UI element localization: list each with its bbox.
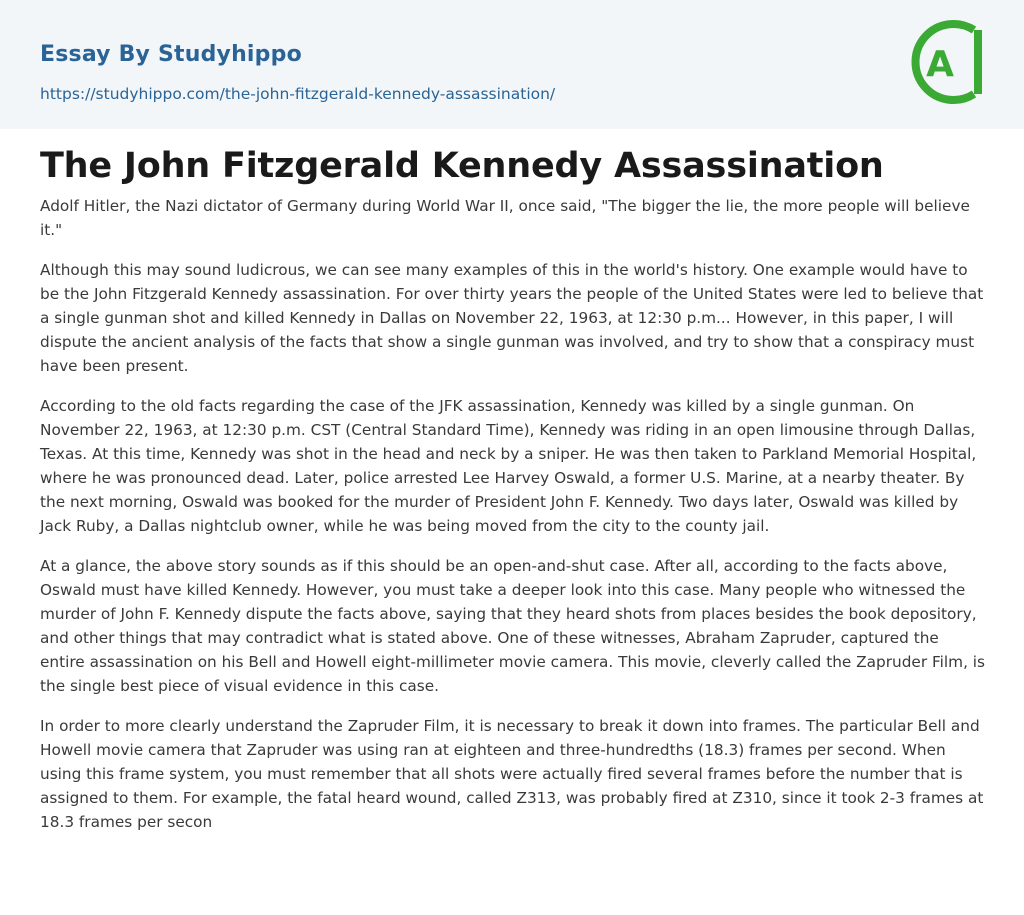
essay-paragraph: At a glance, the above story sounds as if this should be an open-and-shut case. After all, according to the facts above, Oswald must have killed Kennedy. However, you must take a deeper look into this case. Many people who witnessed the murder of John F. Kennedy dispute the facts above, saying that they heard shots from places besides the book depository, and other things that may contradict what is stated above. One of these witnesses, Abraham Zapruder, captured the entire assassination on his Bell and Howell eight-millimeter movie camera. This movie, cleverly called the Zapruder Film, is the single best piece of visual evidence in this case. <box>40 557 986 695</box>
essay-paragraph: Although this may sound ludicrous, we can see many examples of this in the world's history. One example would have to be the John Fitzgerald Kennedy assassination. For over thirty years the people of the United States were led to believe that a single gunman shot and killed Kennedy in Dallas on November 22, 1963, at 12:30 p.m... However, in this paper, I will dispute the ancient analysis of the facts that show a single gunman was involved, and try to show that a conspiracy must have been present. <box>40 261 984 375</box>
site-header <box>0 0 1024 129</box>
site-brand[interactable]: Essay By Studyhippo <box>40 42 302 67</box>
logo-letter: A <box>926 44 954 85</box>
studyhippo-logo-icon[interactable] <box>900 16 992 108</box>
essay-paragraph: In order to more clearly understand the Zapruder Film, it is necessary to break it down into frames. The particular Bell and Howell movie camera that Zapruder was using ran at eighteen and three-hundredths (18.3) frames per second. When using this frame system, you must remember that all shots were actually fired several frames before the number that is assigned to them. For example, the fatal heard wound, called Z313, was probably fired at Z310, since it took 2-3 frames at 18.3 frames per secon <box>40 717 984 831</box>
essay-paragraph: Adolf Hitler, the Nazi dictator of Germany during World War II, once said, "The bigger the lie, the more people will believe it." <box>40 197 970 239</box>
essay-url-link[interactable]: https://studyhippo.com/the-john-fitzgerald-kennedy-assassination/ <box>40 85 556 103</box>
essay-body <box>40 194 986 850</box>
essay-paragraph: According to the old facts regarding the case of the JFK assassination, Kennedy was killed by a single gunman. On November 22, 1963, at 12:30 p.m. CST (Central Standard Time), Kennedy was riding in an open limousine through Dallas, Texas. At this time, Kennedy was shot in the head and neck by a sniper. He was then taken to Parkland Memorial Hospital, where he was pronounced dead. Later, police arrested Lee Harvey Oswald, a former U.S. Marine, at a nearby theater. By the next morning, Oswald was booked for the murder of President John F. Kennedy. Two days later, Oswald was killed by Jack Ruby, a Dallas nightclub owner, while he was being moved from the city to the county jail. <box>40 397 977 535</box>
essay-title: The John Fitzgerald Kennedy Assassination <box>40 146 884 186</box>
